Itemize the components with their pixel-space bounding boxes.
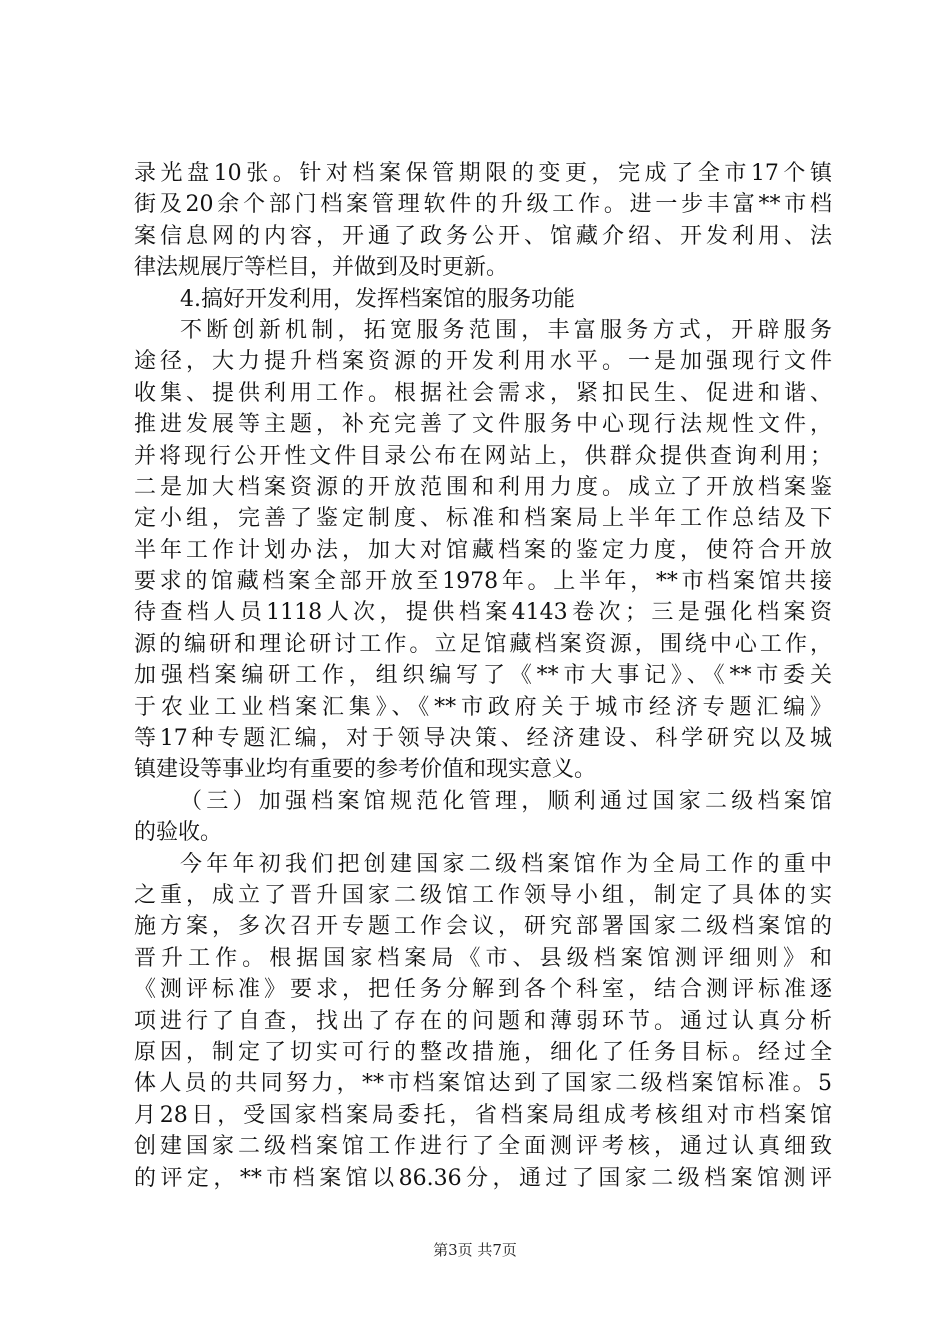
text-line: 于农业工业档案汇集》、《**市政府关于城市经济专题汇编》 xyxy=(134,694,832,720)
text-line: 推进发展等主题，补充完善了文件服务中心现行法规性文件， xyxy=(134,412,832,438)
text-line: 要求的馆藏档案全部开放至1978年。上半年，**市档案馆共接 xyxy=(134,569,832,595)
text-line: 施方案，多次召开专题工作会议，研究部署国家二级档案馆的 xyxy=(134,914,832,940)
text-line: 的验收。 xyxy=(134,820,223,846)
text-line: 并将现行公开性文件目录公布在网站上，供群众提供查询利用； xyxy=(134,443,832,469)
text-line: 月28日，受国家档案局委托，省档案局组成考核组对市档案馆 xyxy=(134,1102,832,1128)
text-line: 体人员的共同努力，**市档案馆达到了国家二级档案馆标准。5 xyxy=(134,1071,832,1097)
text-line: 晋升工作。根据国家档案局《市、县级档案馆测评细则》和 xyxy=(134,945,832,971)
text-line: 案信息网的内容，开通了政务公开、馆藏介绍、开发利用、法 xyxy=(134,223,832,249)
text-line: 不断创新机制，拓宽服务范围，丰富服务方式，开辟服务 xyxy=(180,317,832,343)
text-line: 4.搞好开发利用，发挥档案馆的服务功能 xyxy=(180,286,575,312)
text-line: 定小组，完善了鉴定制度、标准和档案局上半年工作总结及下 xyxy=(134,506,832,532)
text-line: 待查档人员1118人次，提供档案4143卷次；三是强化档案资 xyxy=(134,600,832,626)
text-line: 加强档案编研工作，组织编写了《**市大事记》、《**市委关 xyxy=(134,663,832,689)
text-line: 的评定，**市档案馆以86.36分，通过了国家二级档案馆测评 xyxy=(134,1165,832,1191)
text-line: 半年工作计划办法，加大对馆藏档案的鉴定力度，使符合开放 xyxy=(134,537,832,563)
text-line: 镇建设等事业均有重要的参考价值和现实意义。 xyxy=(134,757,597,783)
text-line: 源的编研和理论研讨工作。立足馆藏档案资源，围绕中心工作， xyxy=(134,631,832,657)
text-line: 原因，制定了切实可行的整改措施，细化了任务目标。经过全 xyxy=(134,1039,832,1065)
text-line: 二是加大档案资源的开放范围和利用力度。成立了开放档案鉴 xyxy=(134,474,832,500)
text-line: 街及20余个部门档案管理软件的升级工作。进一步丰富**市档 xyxy=(134,192,832,218)
text-line: 收集、提供利用工作。根据社会需求，紧扣民生、促进和谐、 xyxy=(134,380,832,406)
text-line: 今年年初我们把创建国家二级档案馆作为全局工作的重中 xyxy=(180,851,832,877)
text-line: 途径，大力提升档案资源的开发利用水平。一是加强现行文件 xyxy=(134,349,832,375)
text-line: 之重，成立了晋升国家二级馆工作领导小组，制定了具体的实 xyxy=(134,882,832,908)
text-line: 录光盘10张。针对档案保管期限的变更，完成了全市17个镇 xyxy=(134,161,832,186)
body-text xyxy=(134,158,832,1194)
text-line: 项进行了自查，找出了存在的问题和薄弱环节。通过认真分析 xyxy=(134,1008,832,1034)
page-footer: 第3页 共7页 xyxy=(433,1241,517,1259)
text-line: 创建国家二级档案馆工作进行了全面测评考核，通过认真细致 xyxy=(134,1134,832,1160)
text-line: （三）加强档案馆规范化管理，顺利通过国家二级档案馆 xyxy=(180,788,832,814)
text-line: 律法规展厅等栏目，并做到及时更新。 xyxy=(134,255,509,281)
text-line: 等17种专题汇编，对于领导决策、经济建设、科学研究以及城 xyxy=(134,726,832,752)
text-line: 《测评标准》要求，把任务分解到各个科室，结合测评标准逐 xyxy=(134,977,832,1003)
